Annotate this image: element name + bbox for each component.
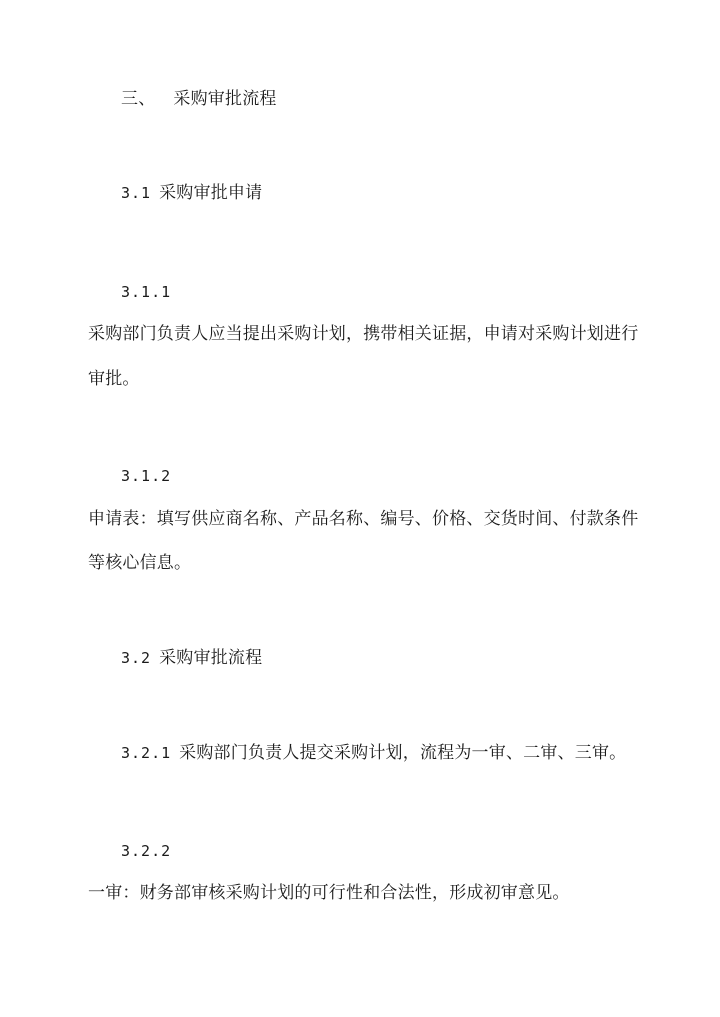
item-number-3-2-2: 3.2.2 bbox=[121, 842, 172, 860]
subsection-number: 3.1 bbox=[121, 184, 152, 202]
item-number-3-1-2: 3.1.2 bbox=[121, 467, 172, 485]
section-heading bbox=[121, 88, 277, 110]
paragraph-3-1-1-line-2: 审批。 bbox=[88, 369, 140, 389]
subsection-number: 3.2 bbox=[121, 649, 152, 667]
subsection-heading-3-2 bbox=[121, 647, 262, 669]
paragraph-3-1-2-line-2: 等核心信息。 bbox=[88, 553, 192, 573]
item-number-3-2-1: 3.2.1 bbox=[121, 744, 172, 762]
paragraph-3-2-1 bbox=[121, 742, 626, 764]
subsection-title: 采购审批申请 bbox=[159, 183, 263, 203]
section-number: 三、 bbox=[121, 89, 156, 109]
paragraph-3-1-1-line-1: 采购部门负责人应当提出采购计划，携带相关证据，申请对采购计划进行 bbox=[88, 324, 639, 344]
item-number-3-1-1: 3.1.1 bbox=[121, 283, 172, 301]
paragraph-3-1-2-line-1: 申请表：填写供应商名称、产品名称、编号、价格、交货时间、付款条件 bbox=[88, 509, 639, 529]
section-title: 采购审批流程 bbox=[173, 89, 277, 109]
paragraph-3-2-2-line-1: 一审：财务部审核采购计划的可行性和合法性，形成初审意见。 bbox=[88, 883, 570, 903]
paragraph-3-2-1-text: 采购部门负责人提交采购计划，流程为一审、二审、三审。 bbox=[179, 743, 627, 763]
subsection-title: 采购审批流程 bbox=[159, 648, 263, 668]
subsection-heading-3-1 bbox=[121, 182, 262, 204]
